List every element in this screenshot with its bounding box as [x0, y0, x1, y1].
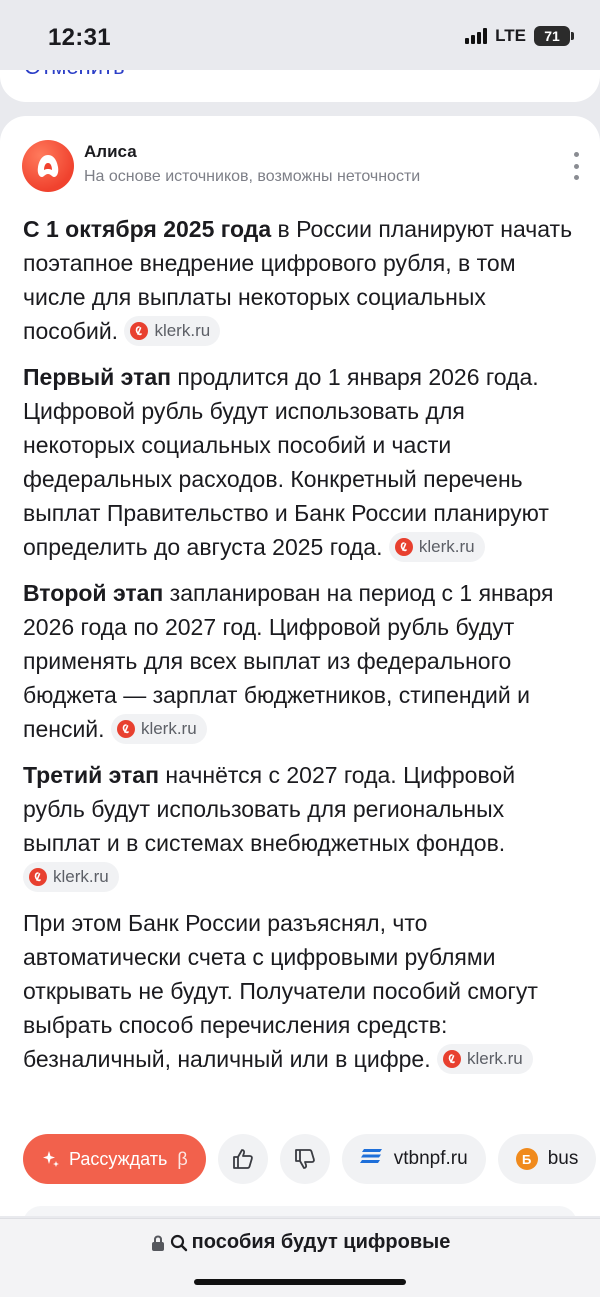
beta-badge: β — [177, 1148, 188, 1169]
browser-url-bar[interactable] — [0, 1218, 600, 1297]
next-card-peek — [23, 1206, 577, 1216]
paragraph-text: запланирован на период с 1 января 2026 года по 2027 год. Цифровой рубль будут применять для всех выплат из федерального бюджета — зарплат бюджетников, стипендий и пенсий. — [23, 580, 554, 742]
source-chip[interactable] — [111, 714, 207, 744]
source-chip[interactable] — [23, 862, 119, 892]
url-display[interactable] — [0, 1231, 600, 1254]
battery-level: 71 — [544, 28, 560, 44]
assistant-name: Алиса — [84, 142, 137, 161]
assistant-disclaimer: На основе источников, возможны неточности — [84, 168, 421, 185]
source-chip-bus[interactable] — [498, 1134, 597, 1184]
answer-paragraph — [23, 576, 583, 746]
alice-answer-card — [0, 116, 600, 1216]
lock-icon — [150, 1234, 166, 1252]
dislike-button[interactable] — [280, 1134, 330, 1184]
klerk-icon — [117, 720, 135, 738]
home-indicator[interactable] — [194, 1279, 406, 1285]
paragraph-text: продлится до 1 января 2026 года. Цифровой рубль будут использовать для некоторых социальных пособий и части федеральных расходов. Конкретный перечень выплат Правительство и Банк России планируют определить до августа 2025 года. — [23, 364, 549, 560]
paragraph-highlight: Второй этап — [23, 580, 164, 606]
status-time: 12:31 — [48, 24, 111, 51]
alice-logo-icon — [33, 151, 63, 181]
thumbs-down-icon — [292, 1146, 318, 1172]
chip-label: bus — [547, 1148, 579, 1169]
chip-label: vtbnpf.ru — [393, 1148, 468, 1169]
search-icon — [170, 1234, 188, 1252]
answer-actions — [23, 1134, 600, 1184]
source-label: klerk.ru — [53, 866, 109, 886]
paragraph-text: начнётся с 2027 года. Цифровой рубль будут использовать для региональных выплат и в системах внебюджетных фондов. — [23, 762, 516, 856]
source-chip[interactable] — [124, 316, 220, 346]
paragraph-highlight: Третий этап — [23, 762, 159, 788]
more-options-icon[interactable] — [570, 152, 582, 180]
source-chip[interactable] — [389, 532, 485, 562]
like-button[interactable] — [218, 1134, 268, 1184]
answer-paragraph — [23, 360, 583, 564]
battery-icon — [534, 26, 570, 46]
reason-label: Рассуждать — [69, 1148, 168, 1169]
answer-header — [22, 140, 582, 192]
source-label: klerk.ru — [140, 718, 197, 738]
answer-text — [23, 212, 583, 1088]
sparkle-icon — [41, 1149, 61, 1169]
alice-avatar — [22, 140, 74, 192]
paragraph-text: При этом Банк России разъяснял, что автоматически счета с цифровыми рублями открывать не будут. Получатели пособий смогут выбрать способ перечисления средств: безналичный, наличный или в цифре. — [23, 910, 538, 1072]
reason-button[interactable] — [23, 1134, 206, 1184]
source-chip-vtbnpf[interactable] — [342, 1134, 486, 1184]
signal-icon — [465, 28, 487, 44]
klerk-icon — [29, 868, 47, 886]
status-bar — [0, 0, 600, 70]
vtb-icon — [360, 1147, 384, 1171]
answer-paragraph — [23, 212, 583, 348]
answer-paragraph — [23, 758, 583, 894]
klerk-icon — [443, 1050, 461, 1068]
source-label: klerk.ru — [154, 320, 211, 340]
answer-paragraph — [23, 906, 583, 1076]
paragraph-highlight: Первый этап — [23, 364, 172, 390]
paragraph-highlight: С 1 октября 2025 года — [23, 216, 272, 242]
paragraph-text: в России планируют начать поэтапное внедрение цифрового рубля, в том числе для выплаты некоторых социальных пособий. — [23, 216, 573, 344]
klerk-icon — [395, 538, 413, 556]
klerk-icon — [130, 322, 148, 340]
network-label: LTE — [495, 26, 526, 45]
status-indicators — [465, 26, 570, 46]
bus-site-icon: Б — [516, 1148, 538, 1170]
thumbs-up-icon — [230, 1146, 256, 1172]
source-chip[interactable] — [437, 1044, 533, 1074]
search-query: пособия будут цифровые — [191, 1231, 451, 1253]
source-label: klerk.ru — [418, 536, 475, 556]
source-label: klerk.ru — [467, 1048, 523, 1068]
